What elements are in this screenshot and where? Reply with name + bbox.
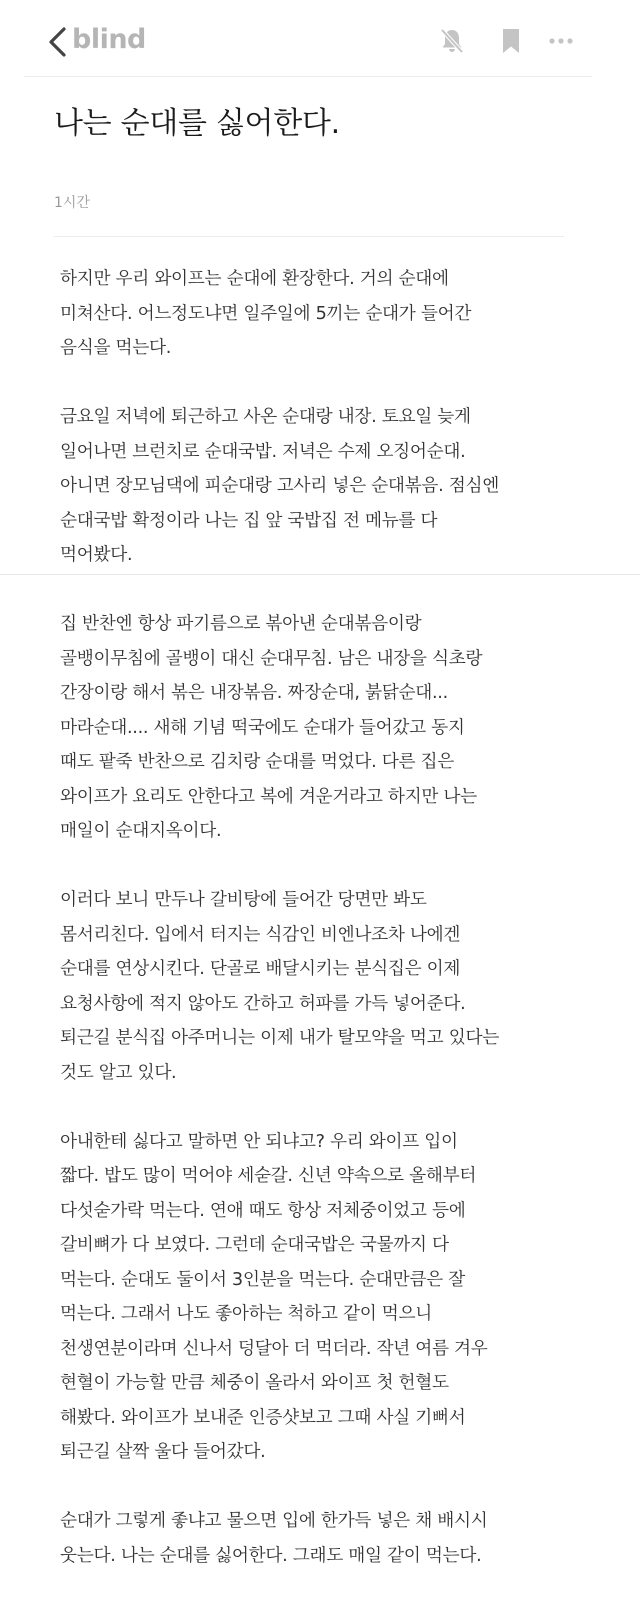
text-line: 음식을 먹는다.	[60, 338, 172, 358]
bookmark-icon[interactable]	[496, 26, 526, 56]
text-line: 것도 알고 있다.	[60, 1062, 177, 1083]
text-line: 때도 팥죽 반찬으로 김치랑 순대를 먹었다. 다른 집은	[60, 752, 455, 772]
text-line: 아니면 장모님댁에 피순대랑 고사리 넣은 순대볶음. 점심엔	[60, 476, 499, 496]
text-line: 골뱅이무침에 골뱅이 대신 순대무침. 남은 내장을 식초랑	[60, 648, 483, 669]
text-line: 천생연분이라며 신나서 덩달아 더 먹더라. 작년 여름 겨우	[60, 1338, 488, 1359]
post-title: 나는 순대를 싫어한다.	[54, 106, 340, 141]
text-line: 순대가 그렇게 좋냐고 물으면 입에 한가득 넣은 채 배시시	[60, 1511, 488, 1531]
more-icon[interactable]	[546, 26, 576, 56]
text-line: 먹어봤다.	[60, 545, 133, 565]
text-line: 웃는다. 나는 순대를 싫어한다. 그래도 매일 같이 먹는다.	[60, 1545, 482, 1566]
text-line: 몸서리친다. 입에서 터지는 식감인 비엔나조차 나에겐	[60, 924, 461, 945]
text-line: 다섯숟가락 먹는다. 연애 때도 항상 저체중이었고 등에	[60, 1200, 466, 1221]
text-line: 와이프가 요리도 안한다고 복에 겨운거라고 하지만 나는	[60, 786, 477, 807]
text-line: 짧다. 밥도 많이 먹어야 세숟갈. 신년 약속으로 올해부터	[60, 1166, 477, 1186]
text-line: 일어나면 브런치로 순대국밥. 저녁은 수제 오징어순대.	[60, 441, 466, 462]
text-line: 요청사항에 적지 않아도 간하고 허파를 가득 넣어준다.	[60, 993, 466, 1014]
text-line: 퇴근길 살짝 울다 들어갔다.	[60, 1442, 266, 1462]
post-time: 1시간	[54, 195, 90, 211]
post-paragraph	[60, 607, 580, 849]
text-line: 마라순대.... 새해 기념 떡국에도 순대가 들어갔고 동지	[60, 717, 465, 738]
post-body	[60, 262, 580, 1573]
text-line: 금요일 저녁에 퇴근하고 사온 순대랑 내장. 토요일 늦게	[60, 407, 471, 427]
text-line: 순대국밥 확정이라 나는 집 앞 국밥집 전 메뉴를 다	[60, 510, 438, 531]
text-line: 갈비뼈가 다 보였다. 그런데 순대국밥은 국물까지 다	[60, 1235, 449, 1255]
text-line: 먹는다. 그래서 나도 좋아하는 척하고 같이 먹으니	[60, 1304, 432, 1324]
text-line: 간장이랑 해서 볶은 내장볶음. 짜장순대, 붉닭순대...	[60, 683, 448, 703]
text-line: 집 반찬엔 항상 파기름으로 볶아낸 순대볶음이랑	[60, 614, 422, 634]
header-divider	[24, 76, 592, 77]
text-line: 하지만 우리 와이프는 순대에 환장한다. 거의 순대에	[60, 269, 449, 289]
title-divider	[54, 236, 564, 237]
post-paragraph	[60, 883, 580, 1090]
bell-off-icon[interactable]	[437, 26, 467, 56]
text-line: 아내한테 싫다고 말하면 안 되냐고? 우리 와이프 입이	[60, 1131, 458, 1152]
text-line: 먹는다. 순대도 둘이서 3인분을 먹는다. 순대만큼은 잘	[60, 1269, 465, 1290]
text-line: 순대를 연상시킨다. 단골로 배달시키는 분식집은 이제	[60, 959, 461, 979]
brand-logo[interactable]: blind	[72, 24, 146, 55]
post-paragraph	[60, 1125, 580, 1470]
text-line: 미쳐산다. 어느정도냐면 일주일에 5끼는 순대가 들어간	[60, 303, 472, 324]
post-paragraph	[60, 400, 580, 573]
text-line: 매일이 순대지옥이다.	[60, 821, 222, 841]
text-line: 해봤다. 와이프가 보내준 인증샷보고 그때 사실 기뻐서	[60, 1407, 466, 1428]
text-line: 이러다 보니 만두나 갈비탕에 들어간 당면만 봐도	[60, 890, 427, 910]
text-line: 현혈이 가능할 만큼 체중이 올라서 와이프 첫 헌혈도	[60, 1373, 449, 1393]
text-line: 퇴근길 분식집 아주머니는 이제 내가 탈모약을 먹고 있다는	[60, 1028, 499, 1048]
post-paragraph	[60, 1504, 580, 1573]
top-bar	[0, 0, 640, 82]
post-paragraph	[60, 262, 580, 366]
chevron-left-icon[interactable]	[44, 26, 70, 58]
